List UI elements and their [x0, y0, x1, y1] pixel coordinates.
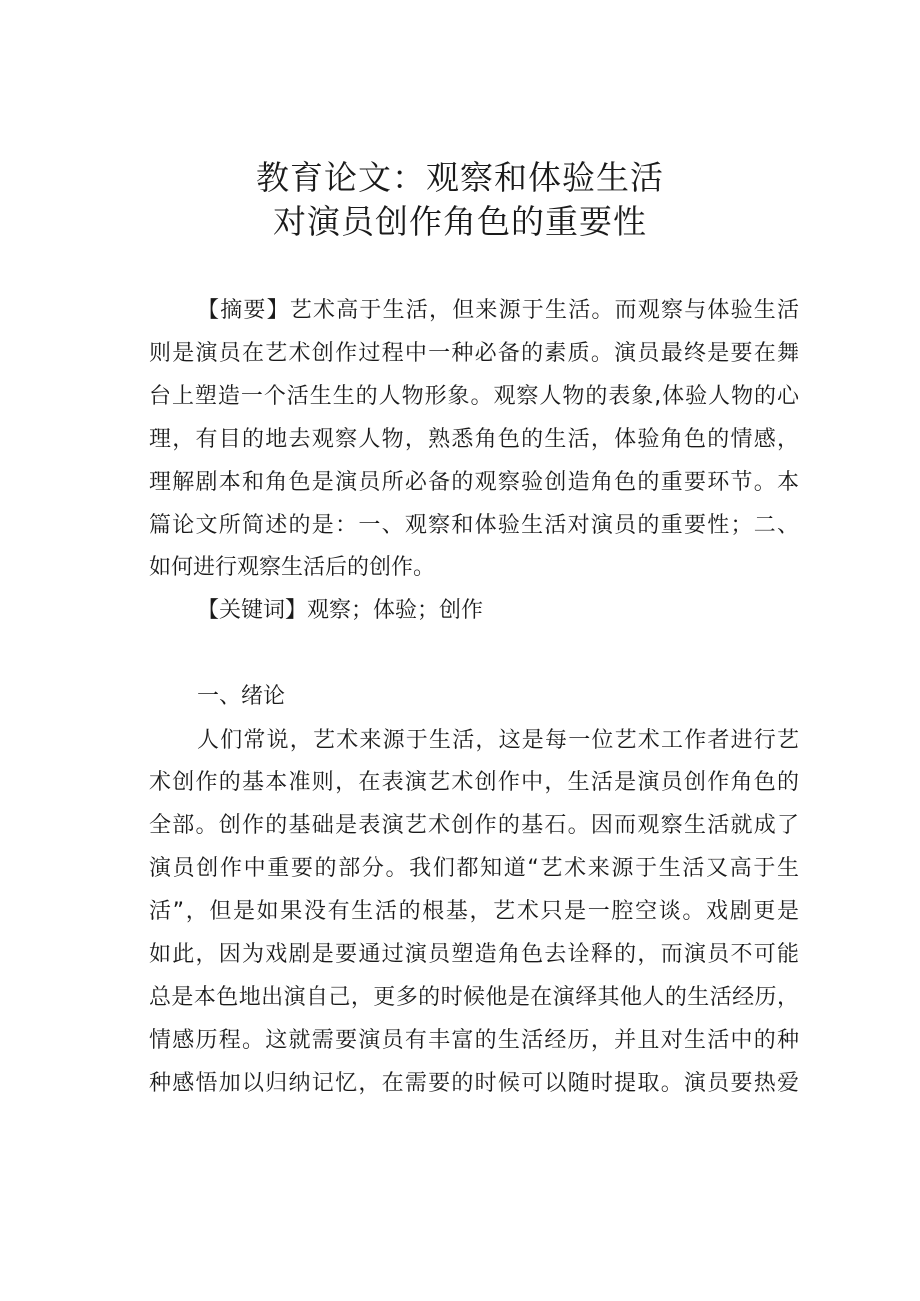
body-line: 总是本色地出演自己，更多的时候他是在演绎其他人的生活经历， — [149, 985, 799, 1010]
body-line: 种感悟加以归纳记忆，在需要的时候可以随时提取。演员要热爱 — [149, 1071, 799, 1096]
body-line: 演员创作中重要的部分。我们都知道“艺术来源于生活又高于生 — [149, 856, 799, 881]
body-line: 活”，但是如果没有生活的根基，艺术只是一腔空谈。戏剧更是 — [149, 899, 799, 924]
document-title-line-1: 教育论文：观察和体验生活 — [256, 158, 664, 197]
body-line: 术创作的基本准则，在表演艺术创作中，生活是演员创作角色的 — [149, 770, 799, 795]
abstract-line: 【摘要】艺术高于生活，但来源于生活。而观察与体验生活 — [197, 298, 799, 323]
abstract-line: 理，有目的地去观察人物，熟悉角色的生活，体验角色的情感， — [149, 427, 799, 452]
body-line: 全部。创作的基础是表演艺术创作的基石。因而观察生活就成了 — [149, 813, 799, 838]
section-heading: 一、绪论 — [197, 684, 286, 709]
abstract-line: 如何进行观察生活后的创作。 — [149, 555, 436, 580]
abstract-line: 台上塑造一个活生生的人物形象。观察人物的表象,体验人物的心 — [149, 384, 799, 409]
abstract-line: 篇论文所简述的是：一、观察和体验生活对演员的重要性；二、 — [149, 513, 799, 538]
abstract-line: 则是演员在艺术创作过程中一种必备的素质。演员最终是要在舞 — [149, 341, 799, 366]
document-title-line-2: 对演员创作角色的重要性 — [273, 202, 647, 241]
keywords-line: 【关键词】观察；体验；创作 — [197, 598, 484, 623]
body-line: 情感历程。这就需要演员有丰富的生活经历，并且对生活中的种 — [149, 1028, 799, 1053]
body-line: 如此，因为戏剧是要通过演员塑造角色去诠释的，而演员不可能 — [149, 942, 799, 967]
body-line: 人们常说，艺术来源于生活，这是每一位艺术工作者进行艺 — [197, 728, 799, 753]
abstract-line: 理解剧本和角色是演员所必备的观察验创造角色的重要环节。本 — [149, 470, 799, 495]
